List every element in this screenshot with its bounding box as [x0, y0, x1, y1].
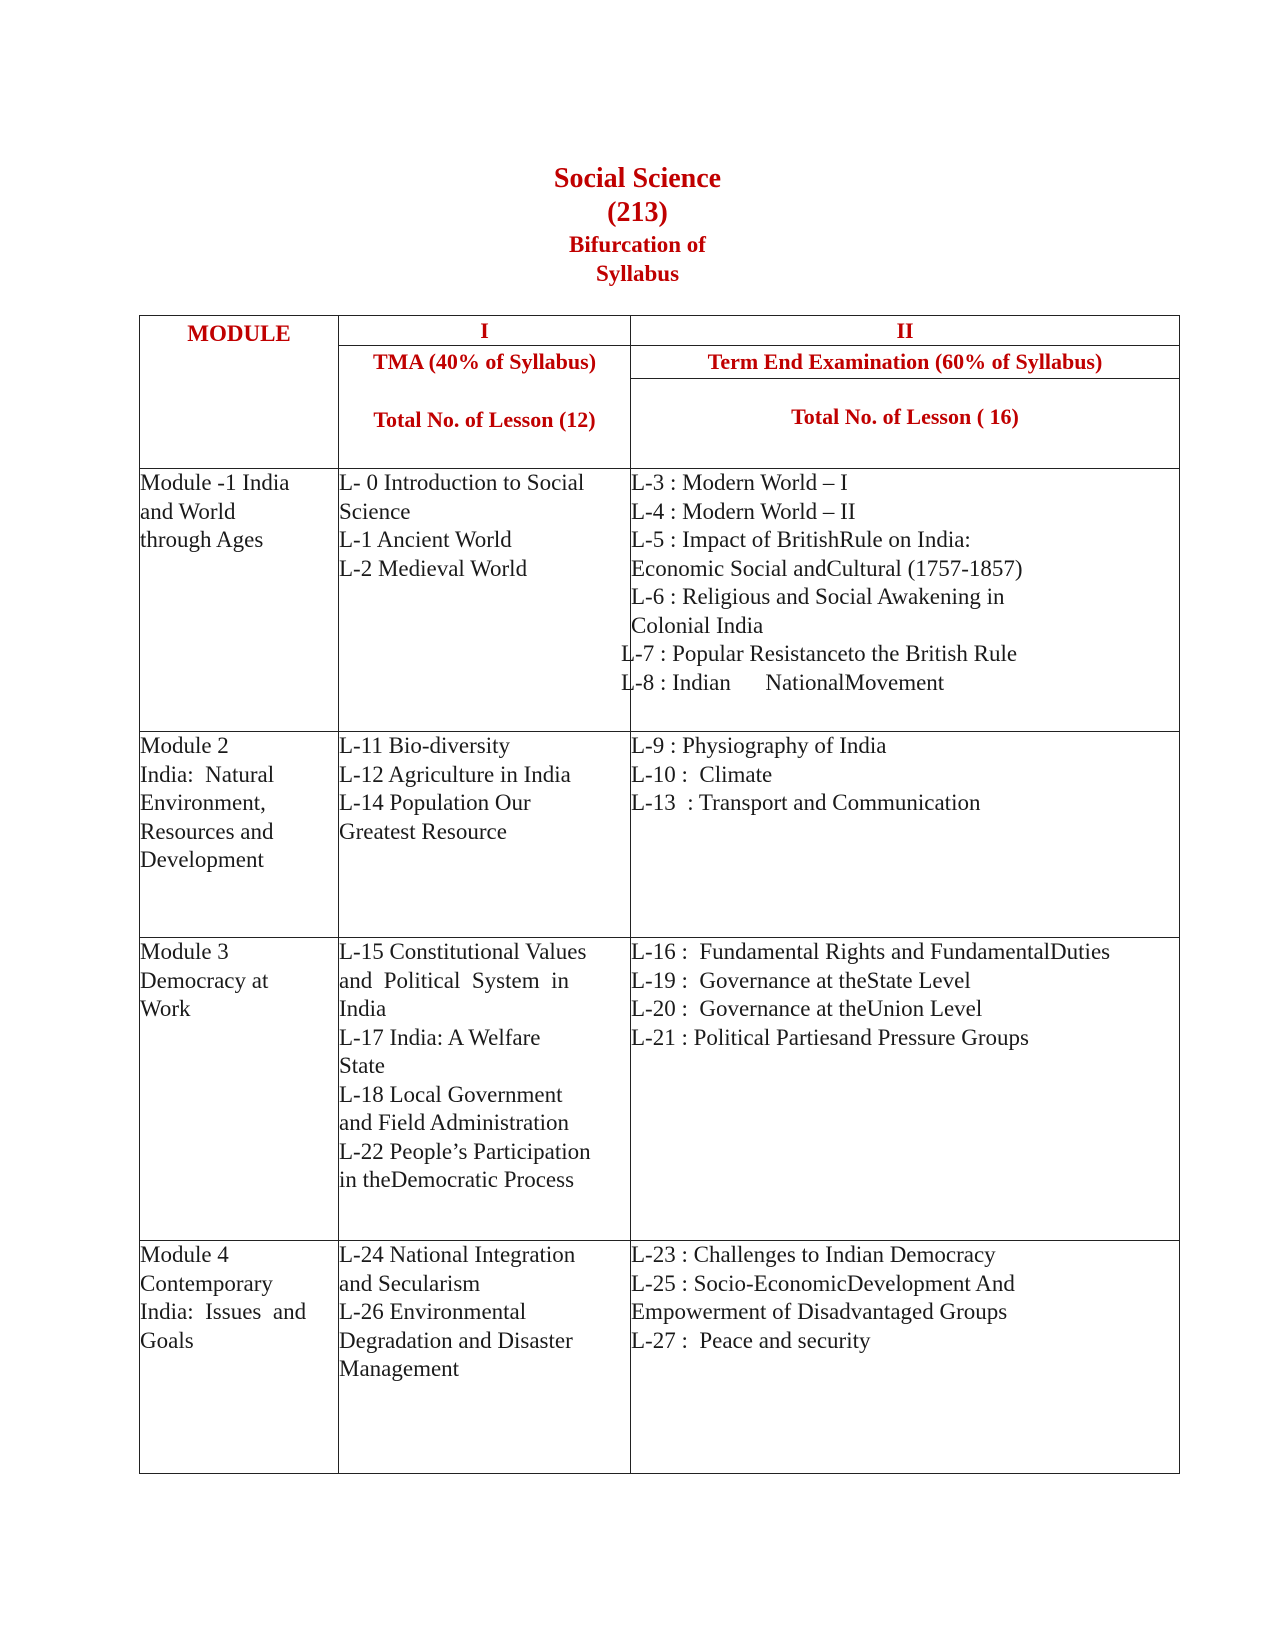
lesson-line: L-26 Environmental [339, 1299, 527, 1324]
document-title [0, 162, 1275, 288]
lesson-line: L-1 Ancient World [339, 527, 512, 552]
lesson-line: L-8 : Indian NationalMovement [621, 669, 945, 695]
lesson-line: L-10 : Climate [631, 761, 773, 787]
lesson-line: L-7 : Popular Resistanceto the British Rule [621, 641, 1018, 666]
lesson-line: L-25 : Socio-EconomicDevelopment And [631, 1270, 1015, 1296]
syllabus-table [139, 315, 1180, 1474]
tee-roman-label: II [631, 316, 1179, 346]
module-line: Resources and [140, 818, 274, 844]
lesson-line: Science [339, 498, 411, 524]
tma-cell [339, 1241, 631, 1474]
lesson-line: in theDemocratic Process [339, 1167, 575, 1192]
lesson-line: L-18 Local Government [339, 1081, 563, 1107]
lesson-line: L-17 India: A Welfare [339, 1024, 541, 1050]
tee-header-cell [631, 316, 1180, 469]
module-line: India: Issues and [140, 1299, 307, 1324]
table-row [140, 1241, 1180, 1474]
tee-lesson-total: Total No. of Lesson ( 16) [791, 404, 1019, 429]
lesson-line: L- 0 Introduction to Social [339, 470, 585, 495]
lesson-line: Degradation and Disaster [339, 1327, 573, 1353]
module-line: Environment, [140, 790, 266, 815]
module-line: India: Natural [140, 761, 275, 787]
table-row [140, 938, 1180, 1241]
module-header-cell [140, 316, 339, 469]
lesson-line: L-6 : Religious and Social Awakening in [631, 584, 1005, 609]
module-line: Module 2 [140, 733, 229, 758]
module-cell [140, 469, 339, 732]
module-line: Democracy at [140, 967, 269, 993]
module-line: Module 4 [140, 1242, 229, 1267]
module-line: Work [140, 996, 191, 1021]
table-row [140, 469, 1180, 732]
lesson-line: L-15 Constitutional Values [339, 939, 587, 964]
tma-roman-label: I [339, 316, 630, 346]
lesson-line: L-27 : Peace and security [631, 1327, 871, 1353]
title-bifurcation: Bifurcation of [569, 232, 706, 257]
lesson-line: Colonial India [631, 612, 764, 638]
lesson-line: Empowerment of Disadvantaged Groups [631, 1299, 1008, 1324]
module-cell [140, 938, 339, 1241]
lesson-line: L-11 Bio-diversity [339, 733, 510, 758]
module-line: Module 3 [140, 939, 229, 964]
tma-title: TMA (40% of Syllabus) [372, 349, 597, 374]
lesson-line: Management [339, 1356, 460, 1381]
lesson-line: Greatest Resource [339, 818, 507, 844]
tee-cell [631, 732, 1180, 938]
lesson-line: L-4 : Modern World – II [631, 498, 856, 524]
module-line: and World [140, 498, 236, 524]
lesson-line: and Secularism [339, 1270, 481, 1296]
module-line: Goals [140, 1327, 194, 1353]
lesson-line: L-5 : Impact of BritishRule on India: [631, 527, 971, 552]
module-line: Contemporary [140, 1270, 273, 1296]
lesson-line: L-23 : Challenges to Indian Democracy [631, 1242, 996, 1267]
lesson-line: and Field Administration [339, 1110, 569, 1135]
table-row [140, 732, 1180, 938]
lesson-line: L-14 Population Our [339, 790, 531, 815]
lesson-line: L-2 Medieval World [339, 555, 528, 581]
lesson-line: L-9 : Physiography of India [631, 733, 887, 758]
lesson-line: L-20 : Governance at theUnion Level [631, 996, 983, 1021]
lesson-line: L-16 : Fundamental Rights and FundamentalDuties [631, 939, 1111, 964]
tma-cell [339, 469, 631, 732]
tma-header-cell [339, 316, 631, 469]
lesson-line: India [339, 996, 387, 1021]
lesson-line: and Political System in [339, 967, 569, 993]
lesson-line: L-22 People’s Participation [339, 1138, 591, 1164]
title-code: (213) [607, 197, 668, 228]
module-header-label: MODULE [187, 321, 291, 346]
module-cell [140, 732, 339, 938]
title-subject: Social Science [553, 163, 722, 194]
lesson-line: L-12 Agriculture in India [339, 761, 571, 787]
lesson-line: L-21 : Political Partiesand Pressure Groups [631, 1024, 1029, 1050]
tee-title: Term End Examination (60% of Syllabus) [631, 346, 1179, 379]
title-syllabus: Syllabus [595, 261, 680, 286]
lesson-line: L-24 National Integration [339, 1242, 576, 1267]
tma-cell [339, 938, 631, 1241]
module-line: through Ages [140, 527, 264, 552]
lesson-line: L-3 : Modern World – I [631, 470, 848, 495]
module-line: Development [140, 847, 264, 872]
module-line: Module -1 India [140, 470, 290, 495]
lesson-line: State [339, 1053, 385, 1078]
tee-cell [631, 938, 1180, 1241]
tee-cell [631, 1241, 1180, 1474]
table-header-row [140, 316, 1180, 469]
tee-cell [621, 469, 1180, 732]
tma-lesson-total: Total No. of Lesson (12) [373, 407, 596, 432]
lesson-line: L-13 : Transport and Communication [631, 790, 981, 815]
module-cell [140, 1241, 339, 1474]
lesson-line: Economic Social andCultural (1757-1857) [631, 555, 1023, 581]
tma-cell [339, 732, 631, 938]
lesson-line: L-19 : Governance at theState Level [631, 967, 971, 993]
